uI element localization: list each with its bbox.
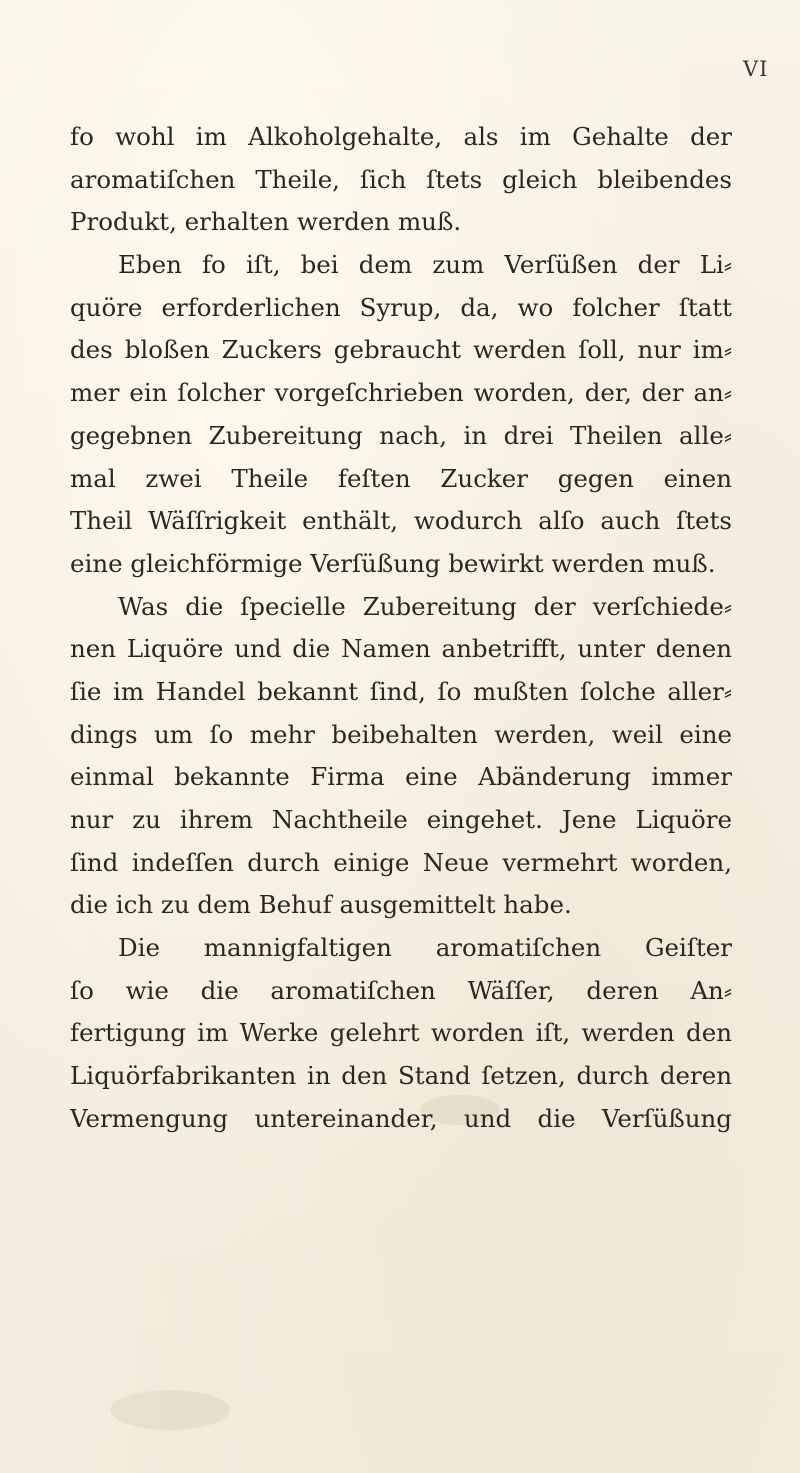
text-line: dings um ſo mehr beibehalten werden, weil eine [70, 719, 732, 749]
text-line: fo wohl im Alkoholgehalte, als im Gehalte der [70, 122, 732, 151]
text-line: ſo wie die aromatiſchen Wäſſer, deren An⸗ [70, 975, 732, 1005]
text-line: gegebnen Zubereitung nach, in drei Theilen alle⸗ [70, 420, 732, 450]
text-line: fertigung im Werke gelehrt worden iſt, werden den [70, 1018, 732, 1048]
text-line: Liquörfabrikanten in den Stand ſetzen, durch deren [70, 1061, 732, 1091]
body-text [70, 116, 732, 1141]
text-line: mal zwei Theile feſten Zucker gegen einen [70, 463, 732, 493]
text-line: Was die ſpecielle Zubereitung der verſchiede⸗ [118, 591, 732, 621]
text-line: eine gleichförmige Verſüßung bewirkt werden muß. [70, 548, 716, 578]
page-number: VI [743, 57, 769, 81]
text-line: die ich zu dem Behuf ausgemittelt habe. [70, 890, 572, 920]
text-line: mer ein ſolcher vorgeſchrieben worden, der, der an⸗ [70, 378, 732, 408]
text-line: des bloßen Zuckers gebraucht werden ſoll, nur im⸗ [70, 335, 732, 365]
text-line: Die mannigfaltigen aromatiſchen Geiſter [118, 933, 732, 963]
text-line: aromatiſchen Theile, ſich ſtets gleich bleibendes [70, 164, 732, 194]
text-line: ſie im Handel bekannt ſind, ſo mußten ſolche aller⸗ [70, 676, 732, 706]
text-line: Vermengung untereinander, und die Verſüßung [70, 1103, 732, 1133]
paper-stain [110, 1390, 230, 1430]
text-line: nur zu ihrem Nachtheile eingehet. Jene Liquöre [70, 805, 732, 834]
text-line: nen Liquöre und die Namen anbetrifft, unter denen [70, 634, 732, 664]
text-line: Produkt, erhalten werden muß. [70, 207, 462, 237]
text-line: einmal bekannte Firma eine Abänderung immer [70, 762, 732, 792]
text-line: Eben fo iſt, bei dem zum Verſüßen der Li⸗ [118, 250, 732, 280]
text-line: ſind indeſſen durch einige Neue vermehrt worden, [70, 847, 732, 877]
text-line: Theil Wäſſrigkeit enthält, wodurch alſo auch ſtets [70, 506, 732, 536]
text-line: quöre erforderlichen Syrup, da, wo folcher ſtatt [70, 292, 732, 322]
